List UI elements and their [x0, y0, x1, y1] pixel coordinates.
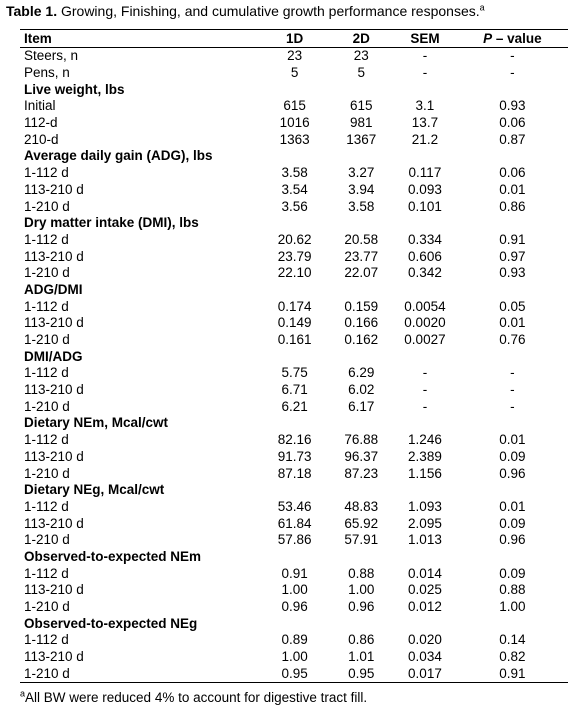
cell-sem: 0.034 [408, 649, 442, 665]
row-label: 1-210 d [24, 465, 70, 481]
table-row [20, 565, 568, 582]
cell-sem: 0.0020 [404, 315, 446, 331]
cell-1d: 3.56 [281, 198, 308, 214]
cell-p-value: 0.76 [499, 332, 526, 348]
cell-p-value: 0.91 [499, 231, 526, 247]
cell-p-value: - [510, 398, 515, 414]
cell-p-value: 0.01 [499, 432, 526, 448]
cell-sem: 0.101 [408, 198, 442, 214]
table-body [20, 48, 568, 683]
cell-2d: 0.159 [344, 298, 379, 314]
cell-1d: 0.174 [277, 298, 312, 314]
cell-p-value: 0.09 [499, 565, 526, 581]
cell-1d: 5 [290, 65, 299, 81]
section-title: DMI/ADG [24, 348, 83, 364]
table-label: Table 1. [6, 3, 58, 19]
cell-p-value: 0.91 [457, 665, 568, 682]
cell-sem: 3.1 [415, 98, 435, 114]
cell-sem: 0.025 [408, 582, 442, 598]
cell-2d: 6.29 [348, 365, 375, 381]
cell-p-value: 0.82 [499, 649, 526, 665]
cell-sem: 1.246 [408, 432, 442, 448]
row-label: 1-112 d [24, 231, 69, 247]
table-row [20, 298, 568, 315]
table-row [20, 182, 568, 199]
header-1d: 1D [260, 30, 330, 48]
section-title: Dry matter intake (DMI), lbs [24, 215, 199, 231]
table-row [20, 65, 568, 82]
cell-p-value: 0.88 [499, 582, 526, 598]
table-row [20, 198, 568, 215]
cell-1d: 23 [287, 48, 303, 64]
row-label: 1-210 d [24, 332, 70, 348]
cell-p-value: 0.01 [499, 181, 526, 197]
cell-1d: 615 [283, 98, 306, 114]
cell-p-value: 0.01 [499, 498, 526, 514]
cell-2d: 0.88 [348, 565, 375, 581]
cell-sem: 1.156 [408, 465, 442, 481]
cell-2d: 87.23 [344, 465, 379, 481]
table-row [20, 515, 568, 532]
cell-sem: 0.334 [408, 231, 442, 247]
cell-2d: 6.17 [348, 398, 375, 414]
cell-2d: 57.91 [344, 532, 379, 548]
cell-sem: 13.7 [411, 115, 439, 131]
cell-2d: 0.166 [344, 315, 379, 331]
header-sem: SEM [393, 30, 457, 48]
row-label: 1-210 d [24, 265, 70, 281]
row-label: 1-112 d [24, 432, 69, 448]
header-p-value [457, 30, 568, 48]
footnote-text: All BW were reduced 4% to account for digestive tract fill. [25, 690, 368, 705]
row-label: 113-210 d [24, 248, 84, 264]
table-row [20, 465, 568, 482]
cell-1d: 87.18 [277, 465, 312, 481]
cell-1d: 6.21 [281, 398, 308, 414]
row-label: Pens, n [24, 65, 70, 81]
table-row [20, 432, 568, 449]
section-title: Dietary NEg, Mcal/cwt [24, 482, 165, 498]
row-label: 113-210 d [24, 448, 84, 464]
cell-p-value: 0.97 [499, 248, 526, 264]
row-label: 1-112 d [24, 365, 69, 381]
cell-p-value: 0.86 [499, 198, 526, 214]
cell-2d: 96.37 [344, 448, 379, 464]
table-row [20, 365, 568, 382]
table-row [20, 632, 568, 649]
row-label: 113-210 d [24, 382, 84, 398]
cell-1d: 6.71 [281, 382, 308, 398]
performance-table [20, 29, 568, 683]
row-label: 210-d [24, 131, 59, 147]
cell-2d: 3.58 [348, 198, 375, 214]
section-title: Observed-to-expected NEg [24, 615, 198, 631]
cell-2d: 1367 [346, 131, 377, 147]
row-label: Initial [24, 98, 56, 114]
table-row [20, 532, 568, 549]
cell-sem: - [422, 398, 428, 414]
cell-1d: 3.58 [281, 165, 308, 181]
cell-p-value: 0.01 [499, 315, 526, 331]
cell-2d: 0.95 [329, 665, 393, 682]
cell-sem: 0.342 [408, 265, 442, 281]
cell-sem: 0.014 [408, 565, 442, 581]
table-row [20, 332, 568, 349]
cell-2d: 3.27 [348, 165, 375, 181]
cell-1d: 3.54 [281, 181, 308, 197]
cell-p-value: 0.14 [499, 632, 526, 648]
cell-2d: 23.77 [344, 248, 379, 264]
footnote-marker: a [20, 688, 26, 699]
cell-p-value: 0.06 [499, 165, 526, 181]
section-title: Dietary NEm, Mcal/cwt [24, 415, 169, 431]
row-label: Steers, n [24, 48, 79, 64]
table-row [20, 599, 568, 616]
cell-2d: 65.92 [344, 515, 379, 531]
cell-sem: 0.012 [408, 599, 442, 615]
cell-p-value: 0.93 [499, 98, 526, 114]
cell-1d: 0.95 [260, 665, 330, 682]
table-row [20, 665, 568, 682]
cell-1d: 20.62 [277, 231, 312, 247]
section-header-row [20, 615, 568, 632]
cell-2d: 48.83 [344, 498, 379, 514]
cell-2d: 3.94 [348, 181, 375, 197]
cell-sem: 1.013 [408, 532, 442, 548]
table-row [20, 48, 568, 65]
header-2d: 2D [329, 30, 393, 48]
table-title: Growing, Finishing, and cumulative growth performance responses. [60, 3, 480, 19]
cell-sem: 0.093 [408, 181, 442, 197]
cell-1d: 1016 [279, 115, 310, 131]
table-row [20, 248, 568, 265]
cell-1d: 53.46 [277, 498, 312, 514]
cell-sem: - [422, 48, 428, 64]
table-row [20, 649, 568, 666]
cell-1d: 91.73 [277, 448, 312, 464]
table-row [20, 315, 568, 332]
row-label: 113-210 d [24, 181, 84, 197]
cell-2d: 0.96 [348, 599, 375, 615]
table-row [20, 265, 568, 282]
cell-1d: 23.79 [277, 248, 312, 264]
table-row [20, 582, 568, 599]
section-header-row [20, 348, 568, 365]
row-label: 1-112 d [24, 498, 69, 514]
table-row [20, 131, 568, 148]
section-header-row [20, 81, 568, 98]
cell-sem: 0.020 [408, 632, 442, 648]
row-label: 1-210 d [24, 599, 70, 615]
table-row [20, 382, 568, 399]
cell-p-value: 0.06 [499, 115, 526, 131]
cell-2d: 6.02 [348, 382, 375, 398]
cell-sem: 0.606 [408, 248, 442, 264]
section-title: ADG/DMI [24, 281, 83, 297]
section-header-row [20, 215, 568, 232]
cell-p-value: 0.87 [499, 131, 526, 147]
section-header-row [20, 148, 568, 165]
table-row [20, 232, 568, 249]
cell-p-value: - [510, 382, 515, 398]
row-label: 1-112 d [24, 298, 69, 314]
table-row [20, 98, 568, 115]
cell-1d: 82.16 [277, 432, 312, 448]
table-row [20, 398, 568, 415]
cell-1d: 1.00 [281, 582, 308, 598]
cell-sem: 2.389 [408, 448, 442, 464]
table-row [20, 449, 568, 466]
cell-p-value: - [510, 48, 515, 64]
cell-1d: 1.00 [281, 649, 308, 665]
header-item: Item [20, 30, 260, 48]
cell-sem: 21.2 [411, 131, 439, 147]
row-label: 1-210 d [24, 198, 70, 214]
cell-sem: 0.017 [393, 665, 457, 682]
cell-p-value: 0.09 [499, 448, 526, 464]
section-header-row [20, 282, 568, 299]
cell-sem: - [422, 382, 428, 398]
cell-sem: 2.095 [408, 515, 442, 531]
cell-sem: 1.093 [408, 498, 442, 514]
row-label: 1-112 d [24, 565, 69, 581]
cell-p-value: 0.93 [499, 265, 526, 281]
cell-2d: 615 [349, 98, 373, 114]
section-title: Average daily gain (ADG), lbs [24, 148, 213, 164]
cell-1d: 0.96 [281, 599, 308, 615]
cell-2d: 981 [349, 115, 373, 131]
cell-2d: 5 [357, 65, 365, 81]
table-caption [6, 2, 576, 20]
cell-2d: 1.00 [348, 582, 375, 598]
cell-2d: 20.58 [344, 231, 379, 247]
row-label: 1-210 d [20, 665, 260, 682]
caption-footnote-marker: a [479, 2, 485, 13]
section-title: Live weight, lbs [24, 81, 125, 97]
header-row [20, 30, 568, 48]
cell-sem: 0.117 [408, 165, 442, 181]
cell-p-value: 0.96 [499, 465, 526, 481]
row-label: 113-210 d [24, 582, 84, 598]
cell-sem: - [422, 365, 428, 381]
cell-1d: 0.149 [277, 315, 312, 331]
cell-1d: 0.161 [277, 332, 312, 348]
section-header-row [20, 482, 568, 499]
cell-2d: 23 [353, 48, 369, 64]
cell-p-value: 0.09 [499, 515, 526, 531]
cell-p-value: 1.00 [499, 599, 526, 615]
table-row [20, 115, 568, 132]
cell-1d: 0.89 [281, 632, 308, 648]
row-label: 1-210 d [24, 532, 70, 548]
cell-sem: 0.0054 [404, 298, 446, 314]
cell-sem: - [422, 65, 428, 81]
cell-1d: 22.10 [277, 265, 312, 281]
row-label: 113-210 d [24, 515, 84, 531]
cell-p-value: - [510, 365, 515, 381]
header-p-suffix: – value [492, 30, 542, 46]
row-label: 113-210 d [24, 315, 84, 331]
row-label: 1-112 d [24, 632, 69, 648]
row-label: 1-210 d [24, 398, 70, 414]
cell-1d: 57.86 [277, 532, 312, 548]
cell-p-value: - [510, 65, 515, 81]
table-row [20, 165, 568, 182]
cell-2d: 22.07 [344, 265, 379, 281]
section-title: Observed-to-expected NEm [24, 548, 202, 564]
row-label: 1-112 d [24, 165, 69, 181]
cell-p-value: 0.05 [499, 298, 526, 314]
section-header-row [20, 415, 568, 432]
cell-sem: 0.0027 [404, 332, 446, 348]
cell-1d: 0.91 [281, 565, 308, 581]
cell-2d: 0.162 [344, 332, 379, 348]
table-footnote [20, 690, 367, 706]
cell-2d: 76.88 [344, 432, 379, 448]
cell-1d: 61.84 [277, 515, 312, 531]
cell-2d: 0.86 [348, 632, 375, 648]
row-label: 113-210 d [24, 649, 84, 665]
table-row [20, 499, 568, 516]
cell-1d: 1363 [279, 131, 310, 147]
row-label: 112-d [24, 115, 58, 131]
header-p-letter: P [483, 30, 493, 46]
cell-1d: 5.75 [281, 365, 308, 381]
cell-p-value: 0.96 [499, 532, 526, 548]
cell-2d: 1.01 [348, 649, 375, 665]
section-header-row [20, 549, 568, 566]
